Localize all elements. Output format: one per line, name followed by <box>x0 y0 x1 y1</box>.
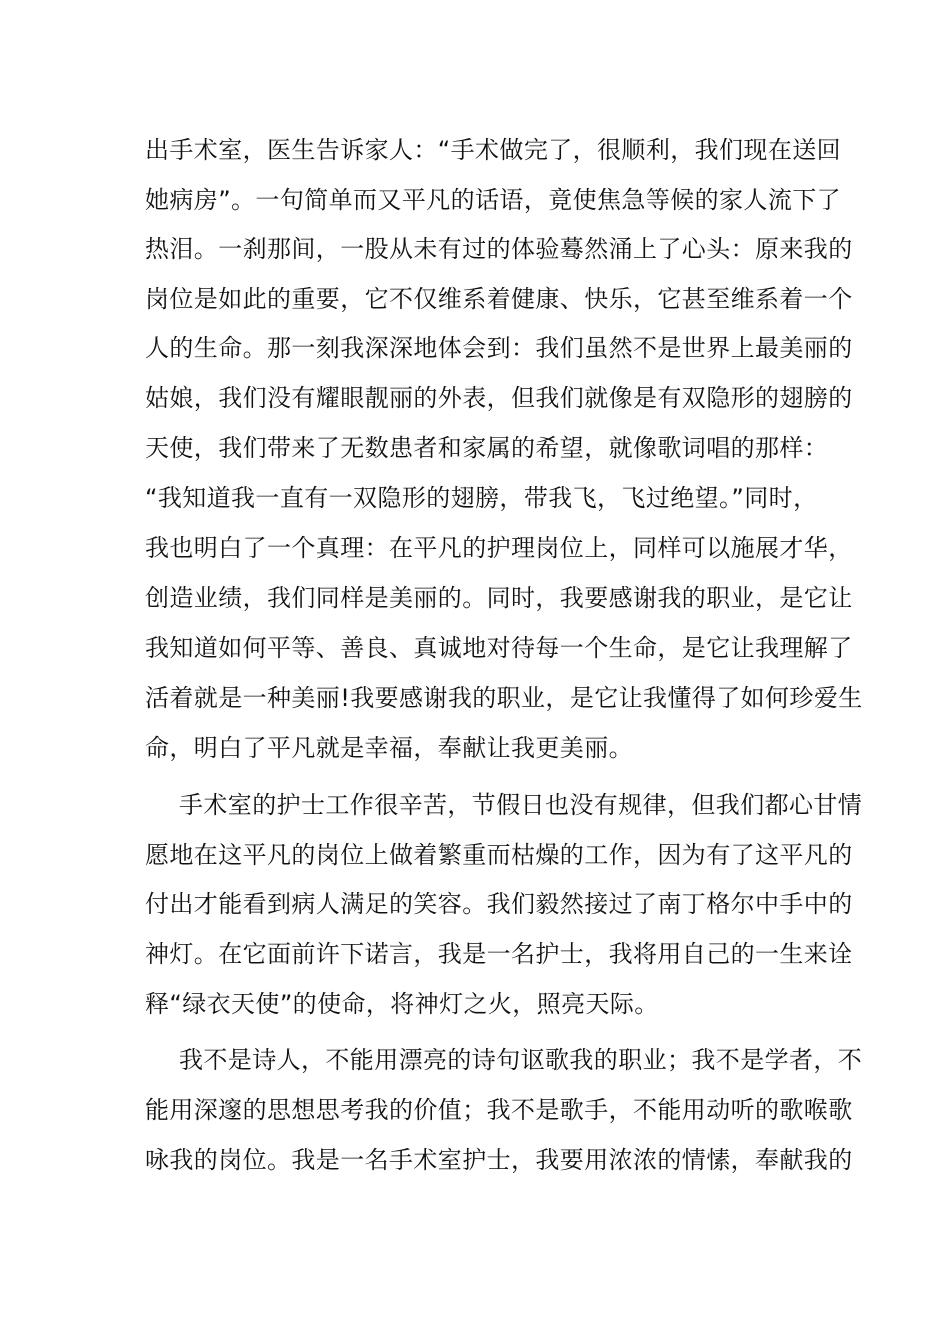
text-line: 天使，我们带来了无数患者和家属的希望，就像歌词唱的那样： <box>145 434 829 462</box>
text-line: 愿地在这平凡的岗位上做着繁重而枯燥的工作，因为有了这平凡的 <box>145 841 853 869</box>
text-line: 咏我的岗位。我是一名手术室护士，我要用浓浓的情愫，奉献我的 <box>145 1146 853 1174</box>
text-line: 热泪。一刹那间，一股从未有过的体验蓦然涌上了心头：原来我的 <box>145 235 853 263</box>
text-line: 释“绿衣天使”的使命，将神灯之火，照亮天际。 <box>145 990 659 1018</box>
text-line: 她病房”。一句简单而又平凡的话语，竟使焦急等候的家人流下了 <box>145 186 842 214</box>
text-line: 创造业绩，我们同样是美丽的。同时，我要感谢我的职业，是它让 <box>145 584 853 612</box>
text-line: 我也明白了一个真理：在平凡的护理岗位上，同样可以施展才华， <box>145 534 853 562</box>
text-line: 能用深邃的思想思考我的价值；我不是歌手，不能用动听的歌喉歌 <box>145 1096 853 1124</box>
text-line: 我知道如何平等、善良、真诚地对待每一个生命，是它让我理解了 <box>145 634 853 662</box>
text-line: 我不是诗人，不能用漂亮的诗句讴歌我的职业；我不是学者，不 <box>179 1046 863 1074</box>
text-line: 活着就是一种美丽!我要感谢我的职业，是它让我懂得了如何珍爱生 <box>145 684 863 712</box>
text-line: 神灯。在它面前许下诺言，我是一名护士，我将用自己的一生来诠 <box>145 940 853 968</box>
text-line: 人的生命。那一刻我深深地体会到：我们虽然不是世界上最美丽的 <box>145 334 853 362</box>
text-line: 命，明白了平凡就是幸福，奉献让我更美丽。 <box>145 734 633 762</box>
text-line: 手术室的护士工作很辛苦，节假日也没有规律，但我们都心甘情 <box>179 791 863 819</box>
text-line: 岗位是如此的重要，它不仅维系着健康、快乐，它甚至维系着一个 <box>145 285 853 313</box>
text-line: “我知道我一直有一双隐形的翅膀，带我飞，飞过绝望。”同时， <box>145 484 818 512</box>
text-line: 姑娘，我们没有耀眼靓丽的外表，但我们就像是有双隐形的翅膀的 <box>145 384 853 412</box>
text-line: 出手术室，医生告诉家人：“手术做完了，很顺利，我们现在送回 <box>145 136 842 164</box>
text-line: 付出才能看到病人满足的笑容。我们毅然接过了南丁格尔中手中的 <box>145 890 853 918</box>
